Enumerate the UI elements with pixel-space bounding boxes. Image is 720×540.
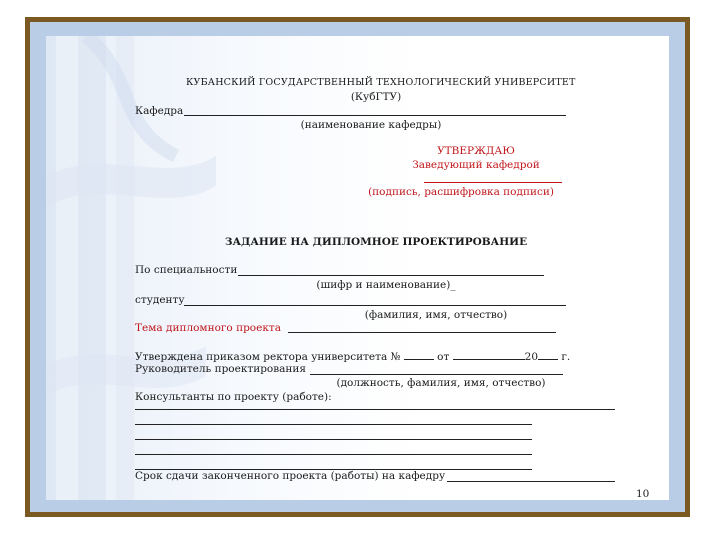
deadline-label: Срок сдачи законченного проекта (работы) на кафедру <box>135 470 446 482</box>
student-hint: (фамилия, имя, отчество) <box>364 309 508 321</box>
student-line <box>184 305 566 306</box>
consultants-line-4 <box>135 454 532 455</box>
consultants-line-3 <box>135 439 532 440</box>
topic-label: Тема дипломного проекта <box>135 322 281 334</box>
order-number-blank <box>404 349 434 360</box>
consultants-line-2 <box>135 424 532 425</box>
department-hint: (наименование кафедры) <box>300 119 442 131</box>
specialty-hint: (шифр и наименование)_ <box>316 279 456 291</box>
specialty-label: По специальности <box>135 264 238 276</box>
slide-frame <box>25 17 690 517</box>
university-abbr: (КубГТУ) <box>350 91 402 103</box>
department-line <box>184 115 566 116</box>
signature-hint: (подпись, расшифровка подписи) <box>368 186 554 198</box>
deadline-line <box>447 481 615 482</box>
consultants-label: Консультанты по проекту (работе): <box>135 391 332 403</box>
order-text <box>135 349 570 364</box>
approve-title: УТВЕРЖДАЮ <box>437 145 515 157</box>
page-title: ЗАДАНИЕ НА ДИПЛОМНОЕ ПРОЕКТИРОВАНИЕ <box>224 236 528 248</box>
approve-head: Заведующий кафедрой <box>412 159 540 171</box>
page-number: 10 <box>636 488 650 500</box>
student-label: студенту <box>135 294 185 306</box>
specialty-line <box>238 275 544 276</box>
order-from: от <box>437 351 450 363</box>
order-label: Утверждена приказом ректора университета № <box>135 351 401 363</box>
signature-line <box>424 182 562 183</box>
order-year: 20 <box>524 351 539 363</box>
department-label: Кафедра <box>135 105 184 117</box>
university-name: КУБАНСКИЙ ГОСУДАРСТВЕННЫЙ ТЕХНОЛОГИЧЕСКИЙ УНИВЕРСИТЕТ <box>186 77 576 88</box>
order-year-blank <box>538 349 558 360</box>
supervisor-hint: (должность, фамилия, имя, отчество) <box>336 377 546 389</box>
consultants-line-1 <box>135 409 615 410</box>
supervisor-label: Руководитель проектирования <box>135 363 307 375</box>
topic-line <box>288 332 556 333</box>
order-year-suffix: г. <box>561 351 571 363</box>
document-sheet <box>46 36 669 500</box>
supervisor-line <box>310 374 563 375</box>
order-date-blank <box>453 349 525 360</box>
